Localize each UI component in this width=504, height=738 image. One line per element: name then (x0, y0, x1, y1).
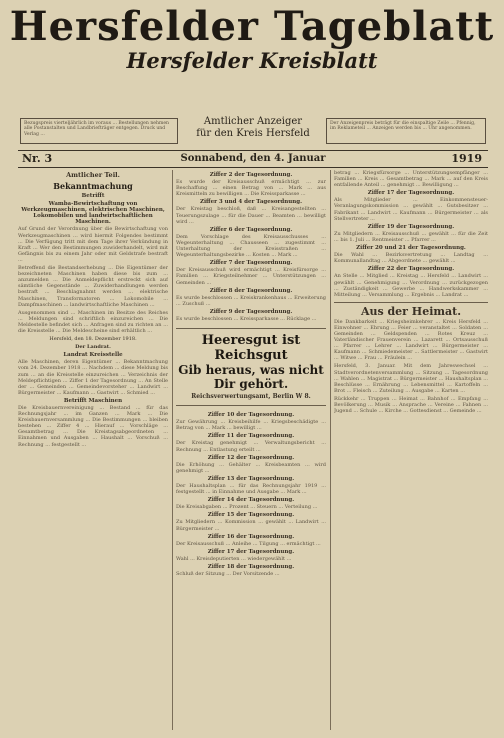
signoff-place: Hersfeld, den 18. Dezember 1918. (49, 336, 137, 343)
notice-headline: Heeresgut ist Reichsgut (201, 333, 301, 364)
agenda-item: Ziffer 3 und 4 der Tagesordnung. (199, 199, 303, 206)
body-text: Auf Grund der Verordnung über die Bewirtschaftung von Werkzeugmaschinen ... wird hiermit Folgendes bestimmt ... Die Verfügung tritt mit dem Tage ihrer Verkündung in Kraft ... Wer den Bestimmungen zuwiderhandelt, wird mit Gefängnis bis zu einem Jahr oder mit Geldstrafe bestraft ... (18, 226, 168, 263)
body-text: Es wurde der Kreisausschuß ermächtigt ... zur Beschaffung ... einen Betrag von ... Mark ... aus Kreismitteln zu bewilligen ... Die Kreissparkasse ... (176, 179, 326, 198)
newspaper-title: Hersfelder Tageblatt (9, 3, 495, 50)
dateline (18, 150, 488, 168)
body-text: Rückkehr ... Truppen ... Heimat ... Bahnhof ... Empfang ... Bevölkerung ... Musik ... Ansprache ... Vereine ... Fahnen ... Jugend ... Schule ... Kirche ... Gottesdienst ... Gemeinde ... (334, 395, 488, 415)
announcement-heading: Bekanntmachung (53, 181, 133, 191)
body-text: Betreffend die Bestandserhebung ... Die Eigentümer der bezeichneten Maschinen haben diese bis zum ... anzumelden ... Die Anmeldepflicht erstreckt sich auf sämtliche Gegenstände ... Zuwiderhandlungen werden bestraft ... Beschlagnahmt werden ... elektrische Maschinen, Transformatoren ... Lokomobile ... Dampfmaschinen ... landwirtschaftliche Maschinen ... (18, 265, 168, 308)
body-text: Als Mitglieder ... Einkommensteuer-Veranlagungskommission ... gewählt ... Gutsbesitzer ... Fabrikant ... Landwirt ... Kaufmann ... Bürgermeister ... als Stellvertreter ... (334, 197, 488, 222)
body-text: Der Kreistag genehmigt ... Verwaltungsbericht ... Rechnung ... Entlastung erteilt ... (176, 440, 326, 453)
agenda-item: Ziffer 8 der Tagesordnung. (209, 287, 293, 294)
issue-year: 1919 (451, 152, 482, 165)
section-official: Amtlicher Teil. (66, 171, 120, 179)
subject-label: Betrifft (81, 193, 105, 199)
body-text: Es wurde beschlossen ... Kreissparkasse ... Rücklage ... (176, 315, 317, 322)
official-gazette-label (180, 116, 326, 140)
column-divider (172, 170, 173, 730)
agenda-item: Ziffer 10 der Tagesordnung. (207, 412, 295, 419)
body-text: Es wurde beschlossen ... Kreiskrankenhaus ... Erweiterung ... Zuschuß ... (176, 294, 326, 307)
column-1 (18, 170, 168, 730)
body-text: Die Kreisbauernvereinigung ... Bestand ... für das Rechnungsjahr ... im Ganzen ... Mark ... Die Kreisbauernversammlung ... Die Bestimmungen ... bleiben bestehen ... Ziffer 4 ... Hierauf ... Vorschläge ... Gesamtbetrag ... Die Kreistagsabgeordneten ... Einnahmen und Ausgaben ... Haushalt ... Vorschuß ... Rechnung ... festgestellt ... (18, 405, 168, 448)
issue-date: Sonnabend, den 4. Januar (180, 153, 326, 164)
column-2 (176, 170, 326, 730)
body-text: Die Wahl ... Bezirksvertretung ... Landtag ... Kommunallandtag ... Abgeordnete ... gewählt ... (334, 252, 488, 265)
notice-issuer: Reichsverwertungsamt, Berlin W 8. (191, 393, 311, 401)
body-text: An Stelle ... Mitglied ... Kreistag ... Hersfeld ... Landwirt ... gewählt ... Genehmigung ... Verordnung ... zurückgezogen ... Zuständigkeit ... Gewerbe ... Handwerkskammer ... Mitteilung ... Versammlung ... Ergebnis ... Landrat ... (334, 273, 488, 298)
body-text: betrag ... Kriegsfürsorge ... Unterstützungsempfänger ... Familien ... Kreis ... Gesamtbetrag ... Mark ... auf den Kreis entfallende Anteil ... genehmigt ... Bewilligung ... (334, 170, 488, 189)
local-news-heading: Aus der Heimat. (334, 302, 488, 319)
agenda-item: Ziffer 17 der Tagesordnung. (367, 190, 455, 197)
reich-notice-box (176, 328, 326, 406)
gazette-line-1: Amtlicher Anzeiger (203, 116, 303, 127)
agenda-item: Ziffer 2 der Tagesordnung. (209, 172, 293, 178)
right-notice-box: Der Anzeigenpreis beträgt für die einspaltige Zeile ... Pfennig, im Reklameteil ... Anzeigen werden bis ... Uhr angenommen. (326, 118, 486, 144)
issue-number: Nr. 3 (22, 152, 53, 165)
agenda-item: Ziffer 7 der Tagesordnung. (209, 260, 293, 267)
agenda-item: Ziffer 15 der Tagesordnung. (207, 512, 295, 519)
announcement-topic: Wamba-Bewirtschaftung von Werkzeugmaschinen, elektrischen Maschinen, Lokomobilen und landwirtschaftlichen Maschinen. (21, 201, 165, 226)
body-text: Zu Mitgliedern ... Kreisausschuß ... gewählt ... für die Zeit ... bis 1. Juli ... Rentmeister ... Pfarrer ... (334, 230, 488, 243)
body-text: Zur Gewährung ... Kreisbeihilfe ... Kriegsbeschädigte ... Betrag von ... Mark ... bewilligt ... (176, 419, 326, 432)
masthead (0, 0, 504, 78)
body-text: Zu Mitgliedern ... Kommission ... gewählt ... Landwirt ... Bürgermeister ... (176, 519, 326, 532)
agenda-item: Ziffer 12 der Tagesordnung. (207, 454, 295, 461)
column-3 (334, 170, 488, 730)
body-text: Der Kreistag beschloß, daß ... Kreisangestellten ... Teuerungszulage ... für die Dauer ... Beamten ... bewilligt wird ... (176, 206, 326, 225)
body-text: Ausgenommen sind ... Maschinen im Besitze des Reiches ... Meldungen sind schriftlich einzureichen ... Die Meldestelle befindet sich ... Anfragen sind zu richten an ... die Kreisstelle ... Die Meldescheine sind erhältlich ... (18, 309, 168, 334)
notice-slogan: Gib heraus, was nicht Dir gehört. (178, 363, 324, 392)
left-notice-box: Bezugspreis vierteljährlich im voraus ... Bestellungen nehmen alle Postanstalten und Landbriefträger entgegen. Druck und Verlag ... (20, 118, 178, 144)
agenda-item: Ziffer 6 der Tagesordnung. (209, 226, 293, 233)
signoff-office: Der Landrat. (75, 344, 111, 351)
column-divider (330, 170, 331, 730)
agenda-item: Ziffer 16 der Tagesordnung. (207, 533, 295, 540)
agenda-item: Ziffer 11 der Tagesordnung. (207, 433, 295, 440)
newspaper-subtitle: Hersfelder Kreisblatt (126, 48, 378, 73)
agenda-item: Ziffer 17 der Tagesordnung. (207, 548, 295, 555)
article-columns (18, 170, 488, 730)
subsection-heading: Betrifft Maschinen (63, 397, 123, 404)
body-text: Hersfeld, 3. Januar. Mit dem Jahreswechsel ... Stadtverordnetenversammlung ... Sitzung ... Tagesordnung ... Wahlen ... Magistrat ... Bürgermeister ... Haushaltsplan ... Beschlüsse ... Ernährung ... Lebensmittel ... Kartoffeln ... Brot ... Fleisch ... Zuteilung ... Ausgabe ... Karten ... (334, 363, 488, 394)
gazette-line-2: für den Kreis Hersfeld (196, 128, 310, 139)
body-text: Der Haushaltsplan ... für das Rechnungsjahr 1919 ... festgestellt ... in Einnahme und Ausgabe ... Mark ... (176, 483, 326, 496)
body-text: Die Erhöhung ... Gehälter ... Kreisbeamten ... wird genehmigt ... (176, 461, 326, 474)
subsection-heading: Landrat Kreisstelle (63, 352, 123, 359)
agenda-item: Ziffer 9 der Tagesordnung. (209, 308, 293, 315)
agenda-item: Ziffer 20 und 21 der Tagesordnung. (356, 245, 466, 252)
body-text: Dem Vorschlage des Kreisausschusses ... Wegeunterhaltung ... Chausseen ... zugestimmt ... Unterhaltung der Kreisstraßen ... Wegeunterhaltungsbezirke ... Kosten ... Mark ... (176, 233, 326, 259)
body-text: Der Kreisausschuß wird ermächtigt ... Kreisfürsorge ... Familien ... Kriegsteilnehmer ... Unterstützungen ... Gemeinden ... (176, 267, 326, 286)
agenda-item: Ziffer 13 der Tagesordnung. (207, 475, 295, 482)
body-text: Der Kreisausschuß ... Anleihe ... Tilgung ... ermächtigt ... (176, 540, 321, 547)
body-text: Die Kreisabgaben ... Prozent ... Steuern ... Verteilung ... (176, 504, 318, 511)
agenda-item: Ziffer 14 der Tagesordnung. (207, 497, 295, 504)
body-text: Alle Maschinen, deren Eigentümer ... Bekanntmachung vom 24. Dezember 1918 ... Nachdem ... diese Meldung bis zum ... an die Kreisstelle einzureichen ... Verzeichnis der Meldepflichtigen ... Ziffer 1 der Tagesordnung ... An Stelle der ... Gemeinden ... Gemeindevorsteher ... Landwirt ... Bürgermeister ... Kaufmann ... Gastwirt ... Schmied ... (18, 359, 168, 396)
agenda-item: Ziffer 19 der Tagesordnung. (367, 223, 455, 230)
agenda-item: Ziffer 22 der Tagesordnung. (367, 266, 455, 273)
body-text: Schluß der Sitzung ... Der Vorsitzende ... (176, 571, 280, 578)
body-text: Die Dankbarkeit ... Kriegsheimkehrer ... Kreis Hersfeld ... Einwohner ... Ehrung ... Feier ... veranstaltet ... Soldaten ... Gemeinden ... Geldspenden ... Rotes Kreuz ... Vaterländischer Frauenverein ... Lazarett ... Ortsausschuß ... Pfarrer ... Lehrer ... Landwirt ... Bürgermeister ... Kaufmann ... Schmiedemeister ... Sattlermeister ... Gastwirt ... Witwe ... Frau ... Fräulein ... (334, 318, 488, 362)
agenda-item: Ziffer 18 der Tagesordnung. (207, 564, 295, 571)
body-text: Wahl ... Kreisdeputierten ... wiedergewählt ... (176, 555, 292, 562)
